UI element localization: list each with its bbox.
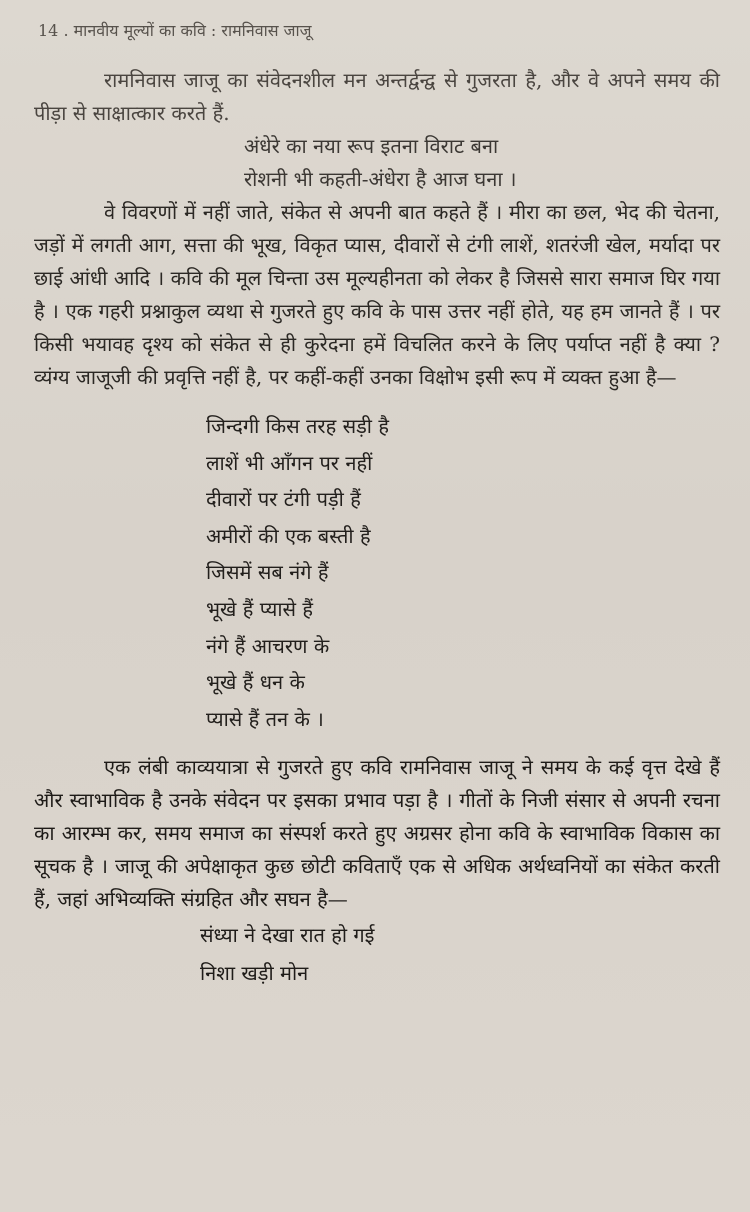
verse-line: निशा खड़ी मोन — [200, 961, 309, 986]
verse-line: संध्या ने देखा रात हो गई — [200, 923, 375, 948]
paragraph-symbols: वे विवरणों में नहीं जाते, संकेत से अपनी बात कहते हैं । मीरा का छल, भेद की चेतना, जड़ों में लगती आग, सत्ता की भूख, विकृत प्यास, दीवारों से टंगी लाशें, शतरंजी खेल, मर्यादा पर छाई आंधी आदि । कवि की मूल चिन्ता उस मूल्यहीनता को लेकर है जिससे सारा समाज घिर गया है । एक गहरी प्रश्नाकुल व्यथा से गुजरते हुए कवि के पास उत्तर नहीं होते, यह हम जानते हैं । पर किसी भयावह दृश्य को संकेत से ही कुरेदना हमें विचलित करने के लिए पर्याप्त नहीं है क्या ? व्यंग्य जाजूजी की प्रवृत्ति नहीं है, पर कहीं-कहीं उनका विक्षोभ इसी रूप में व्यक्त हुआ है— — [34, 200, 720, 389]
verse-line: अंधेरे का नया रूप इतना विराट बना — [244, 134, 499, 158]
verse-evening — [34, 916, 720, 992]
paragraph-intro: रामनिवास जाजू का संवेदनशील मन अन्तर्द्वन्द्व से गुजरता है, और वे अपने समय की पीड़ा से साक्षात्कार करते हैं. — [34, 68, 720, 125]
verse-line: प्यासे हैं तन के । — [206, 706, 324, 731]
verse-line: भूखे हैं धन के — [206, 670, 305, 695]
verse-line: नंगे हैं आचरण के — [206, 633, 330, 658]
verse-line: भूखे हैं प्यासे हैं — [206, 596, 314, 621]
verse-line: दीवारों पर टंगी पड़ी हैं — [206, 487, 361, 512]
verse-line: रोशनी भी कहती-अंधेरा है आज घना । — [244, 167, 517, 191]
paragraph-journey: एक लंबी काव्ययात्रा से गुजरते हुए कवि रामनिवास जाजू ने समय के कई वृत्त देखे हैं और स्वाभाविक है उनके संवेदन पर इसका प्रभाव पड़ा है । गीतों के निजी संसार से अपनी रचना का आरम्भ कर, समय समाज का संस्पर्श करते हुए अग्रसर होना कवि के स्वाभाविक विकास का सूचक है । जाजू की अपेक्षाकृत कुछ छोटी कविताएँ एक से अधिक अर्थध्वनियों का संकेत करती हैं, जहां अभिव्यक्ति संग्रहित और सघन है— — [34, 755, 720, 912]
verse-line: अमीरों की एक बस्ती है — [206, 523, 371, 548]
verse-line: लाशें भी आँगन पर नहीं — [206, 450, 373, 475]
verse-line: जिसमें सब नंगे हैं — [206, 560, 329, 585]
verse-life — [34, 408, 720, 737]
verse-darkness — [34, 130, 720, 196]
running-head: 14 . मानवीय मूल्यों का कवि : रामनिवास जाजू — [38, 21, 312, 40]
verse-line: जिन्दगी किस तरह सड़ी है — [206, 414, 389, 438]
